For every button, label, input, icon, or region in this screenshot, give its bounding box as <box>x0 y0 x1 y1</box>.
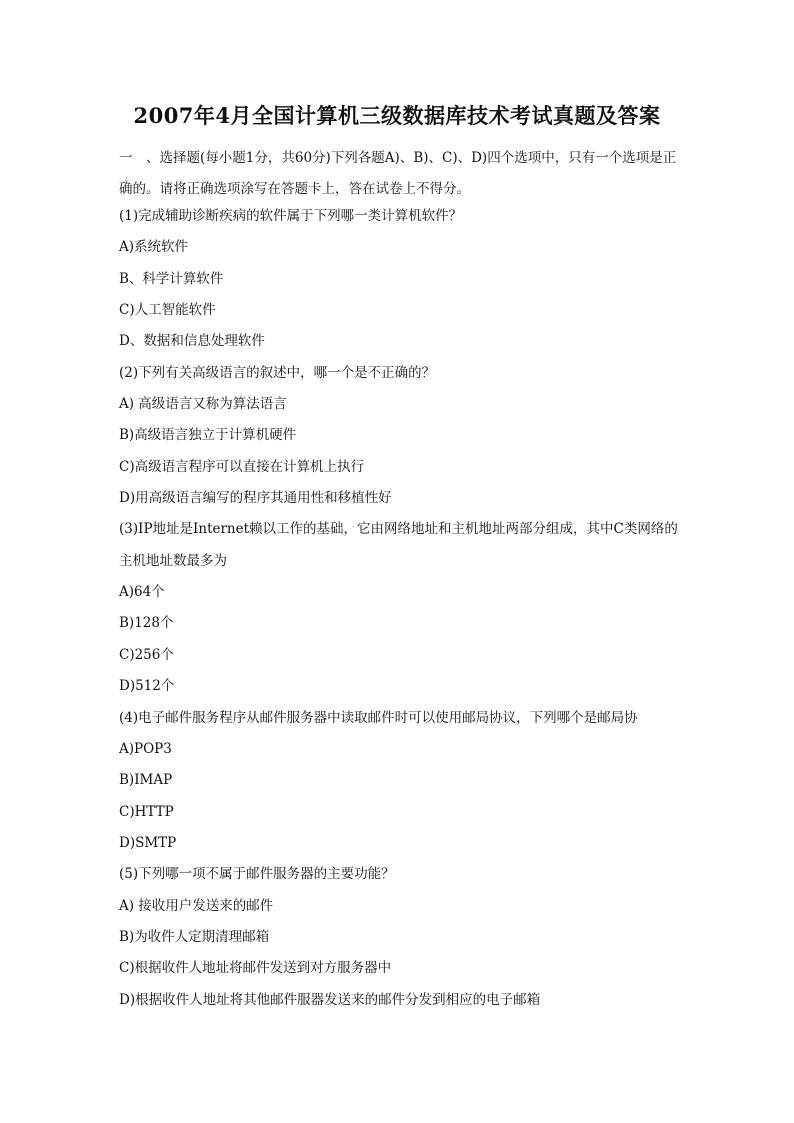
answer-option: D、数据和信息处理软件 <box>119 333 265 350</box>
question-text: (3)IP地址是Internet赖以工作的基础，它由网络地址和主机地址两部分组成，其中C类网络的主机地址数最多为 <box>119 521 678 569</box>
answer-option: A)系统软件 <box>119 239 189 256</box>
answer-option: D)512个 <box>119 678 175 695</box>
question-text: (5)下列哪一项不属于邮件服务器的主要功能？ <box>119 866 395 883</box>
answer-option: A) 高级语言又称为算法语言 <box>119 396 287 413</box>
question-text: (2)下列有关高级语言的叙述中，哪一个是不正确的？ <box>119 364 436 381</box>
answer-option: A)64个 <box>119 584 165 601</box>
answer-option: D)SMTP <box>119 834 177 851</box>
answer-option: A) 接收用户发送来的邮件 <box>119 897 274 914</box>
answer-option: C)HTTP <box>119 803 174 820</box>
answer-option: D)用高级语言编写的程序其通用性和移植性好 <box>119 490 392 507</box>
answer-option: B)IMAP <box>119 772 173 789</box>
answer-option: C)256个 <box>119 646 174 663</box>
answer-option: B)为收件人定期清理邮箱 <box>119 928 270 945</box>
page-title: 2007年4月全国计算机三级数据库技术考试真题及答案 <box>133 103 661 128</box>
answer-option: C)人工智能软件 <box>119 302 216 319</box>
question-list <box>119 201 679 1016</box>
answer-option: D)根据收件人地址将其他邮件服器发送来的邮件分发到相应的电子邮箱 <box>119 991 541 1008</box>
question-text: (1)完成辅助诊断疾病的软件属于下列哪一类计算机软件？ <box>119 208 463 224</box>
answer-option: B)高级语言独立于计算机硬件 <box>119 427 297 444</box>
answer-option: A)POP3 <box>119 740 172 757</box>
question-text: (4)电子邮件服务程序从邮件服务器中读取邮件时可以使用邮局协议，下列哪个是邮局协 <box>119 709 638 726</box>
answer-option: B、科学计算软件 <box>119 270 224 287</box>
answer-option: B)128个 <box>119 615 174 632</box>
answer-option: C)根据收件人地址将邮件发送到对方服务器中 <box>119 960 392 977</box>
answer-option: C)高级语言程序可以直接在计算机上执行 <box>119 458 365 475</box>
section-intro: 一 、选择题(每小题1分，共60分)下列各题A)、B)、C)、D)四个选项中，只有一个选项是正确的。请将正确选项涂写在答题卡上，答在试卷上不得分。 <box>119 150 677 197</box>
